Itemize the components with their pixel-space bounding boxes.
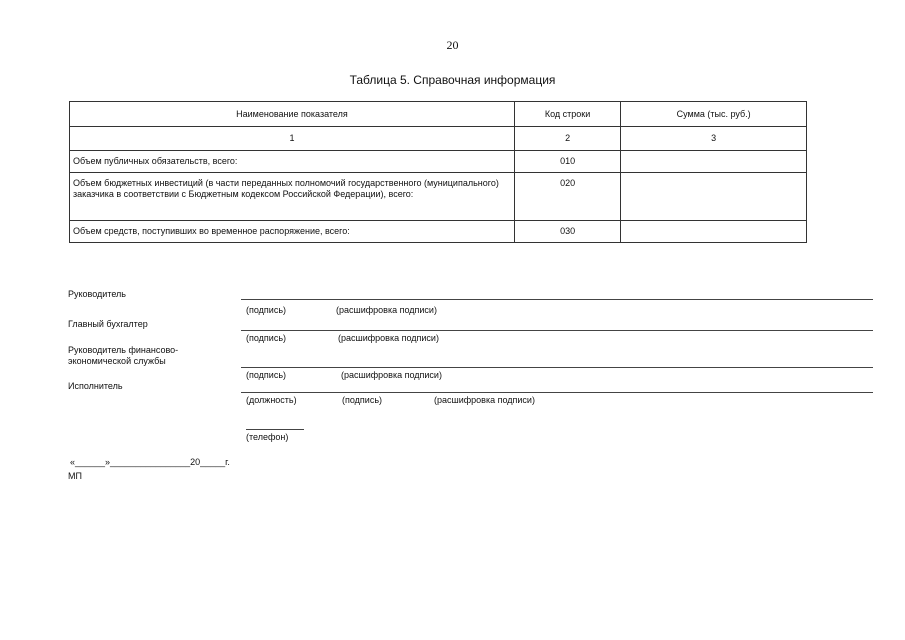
date-line: «______»________________20_____г. — [70, 457, 230, 467]
row-code: 030 — [514, 221, 620, 243]
row-code: 010 — [514, 151, 620, 173]
executor-label: Исполнитель — [68, 381, 123, 391]
table-row — [70, 173, 807, 221]
signature-caption: (подпись) — [342, 395, 383, 405]
transcript-caption: (расшифровка подписи) — [338, 333, 439, 343]
row-name: Объем средств, поступивших во временное распоряжение, всего: — [70, 221, 515, 243]
finance-head-signature-line — [241, 367, 873, 368]
row-sum — [621, 151, 807, 173]
table-row — [70, 151, 807, 173]
table-row — [70, 221, 807, 243]
phone-line — [246, 429, 304, 430]
column-number-2: 2 — [514, 127, 620, 151]
column-number-1: 1 — [70, 127, 515, 151]
column-number-row — [70, 127, 807, 151]
header-indicator-name: Наименование показателя — [70, 102, 515, 127]
reference-info-table — [69, 101, 807, 243]
header-sum: Сумма (тыс. руб.) — [621, 102, 807, 127]
executor-signature-line — [241, 392, 873, 393]
signature-caption: (подпись) — [246, 305, 287, 315]
seal-label: МП — [68, 471, 82, 481]
chief-accountant-signature-line — [241, 330, 873, 331]
page-number: 20 — [446, 38, 459, 52]
row-code: 020 — [514, 173, 620, 221]
table-title: Таблица 5. Справочная информация — [349, 73, 556, 87]
phone-caption: (телефон) — [246, 432, 289, 442]
row-sum — [621, 221, 807, 243]
row-name: Объем бюджетных инвестиций (в части переданных полномочий государственного (муниципального) заказчика в соответствии с Бюджетным кодексом Российской Федерации), всего: — [70, 173, 515, 221]
signature-caption: (подпись) — [246, 333, 287, 343]
transcript-caption: (расшифровка подписи) — [341, 370, 442, 380]
transcript-caption: (расшифровка подписи) — [434, 395, 535, 405]
header-line-code: Код строки — [514, 102, 620, 127]
head-label: Руководитель — [68, 289, 126, 299]
transcript-caption: (расшифровка подписи) — [336, 305, 437, 315]
row-name: Объем публичных обязательств, всего: — [70, 151, 515, 173]
finance-head-label: Руководитель финансово-экономической службы — [68, 345, 179, 366]
signature-caption: (подпись) — [246, 370, 287, 380]
column-number-3: 3 — [621, 127, 807, 151]
head-signature-line — [241, 299, 873, 300]
row-sum — [621, 173, 807, 221]
position-caption: (должность) — [246, 395, 297, 405]
chief-accountant-label: Главный бухгалтер — [68, 319, 148, 329]
table-header-row — [70, 102, 807, 127]
